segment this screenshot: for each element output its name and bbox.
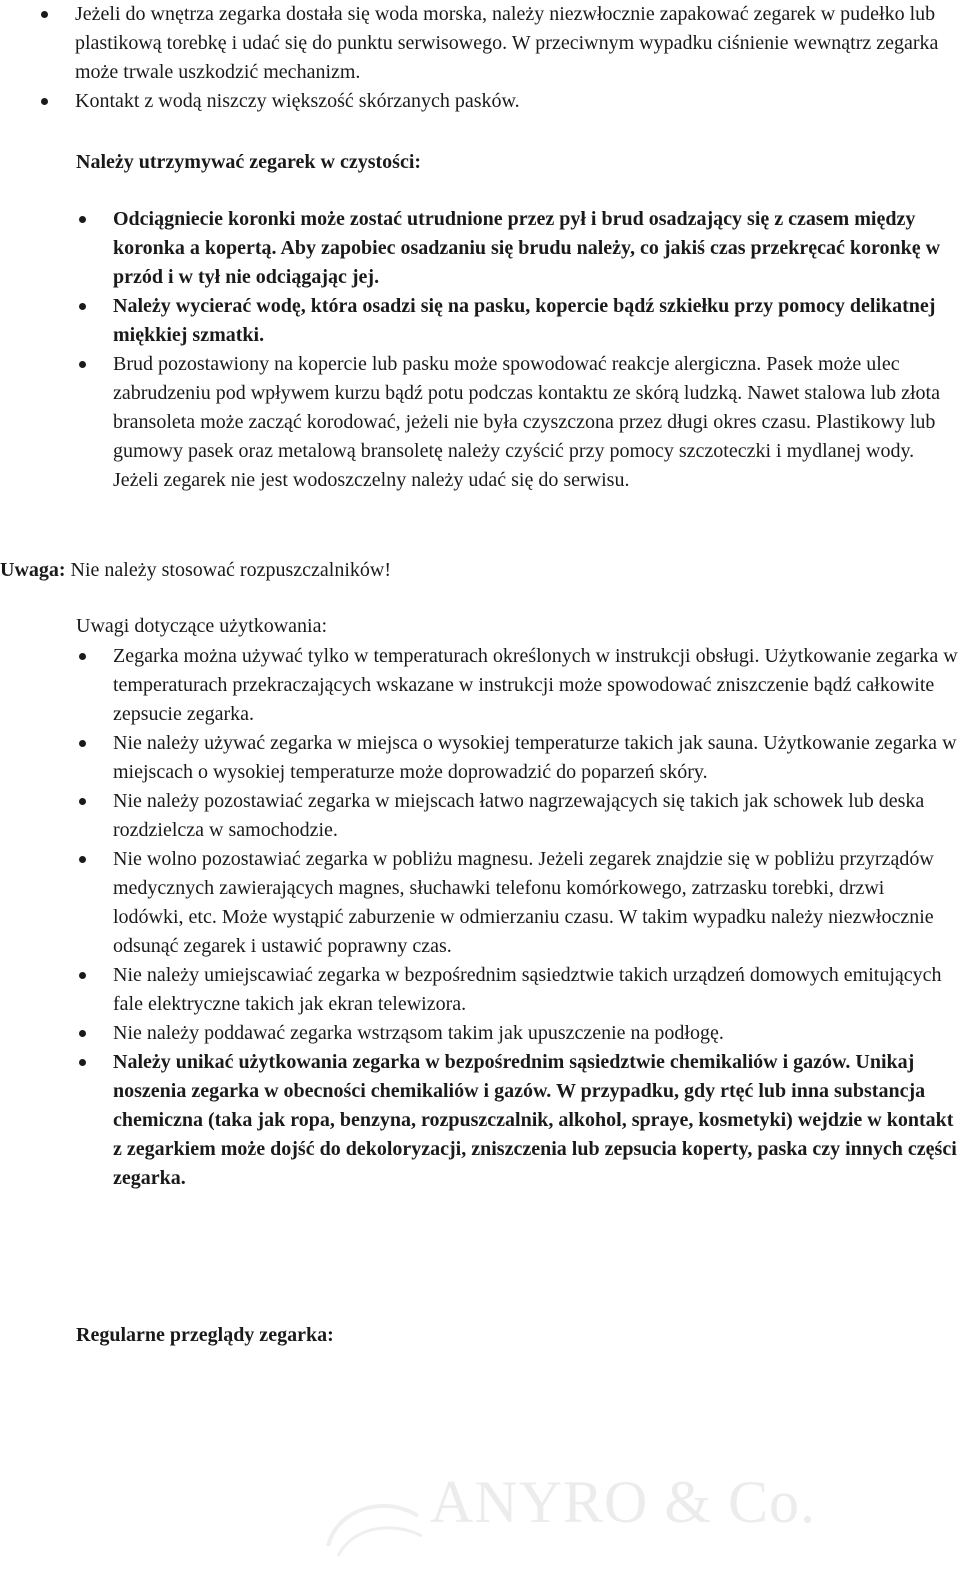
cleanliness-list [76, 205, 958, 495]
usage-list [76, 642, 958, 1193]
review-heading: Regularne przeglądy zegarka: [76, 1324, 334, 1346]
warning-line [0, 556, 391, 585]
list-item: Nie należy poddawać zegarka wstrząsom takim jak upuszczenie na podłogę. [76, 1019, 958, 1048]
cleanliness-heading: Należy utrzymywać zegarek w czystości: [76, 151, 422, 173]
list-item: Brud pozostawiony na kopercie lub pasku może spowodować reakcje alergiczna. Pasek może ulec zabrudzeniu pod wpływem kurzu bądź potu podczas kontaktu ze skórą ludzką. Nawet stalowa lub złota bransoleta może zacząć korodować, jeżeli nie była czyszczona przez długi okres czasu. Plastikowy lub gumowy pasek oraz metalową bransoletę należy czyścić przy pomocy szczoteczki i mydlanej wody. Jeżeli zegarek nie jest wodoszczelny należy udać się do serwisu. [76, 350, 958, 495]
usage-heading: Uwagi dotyczące użytkowania: [76, 615, 328, 637]
list-item: Jeżeli do wnętrza zegarka dostała się woda morska, należy niezwłocznie zapakować zegarek w pudełko lub plastikową torebkę i udać się do punktu serwisowego. W przeciwnym wypadku ciśnienie wewnątrz zegarka może trwale uszkodzić mechanizm. [38, 0, 960, 87]
list-item: Kontakt z wodą niszczy większość skórzanych pasków. [38, 87, 960, 116]
list-item: Nie należy umiejscawiać zegarka w bezpośrednim sąsiedztwie takich urządzeń domowych emitujących fale elektryczne takich jak ekran telewizora. [76, 961, 958, 1019]
watermark-logo-icon [318, 1486, 428, 1566]
list-item: Nie wolno pozostawiać zegarka w pobliżu magnesu. Jeżeli zegarek znajdzie się w pobliżu przyrządów medycznych zawierających magnes, słuchawki telefonu komórkowego, zatrzasku torebki, drzwi lodówki, etc. Może wystąpić zaburzenie w odmierzaniu czasu. W takim wypadku należy niezwłocznie odsunąć zegarek i ustawić poprawny czas. [76, 845, 958, 961]
list-item: Należy unikać użytkowania zegarka w bezpośrednim sąsiedztwie chemikaliów i gazów. Unikaj noszenia zegarka w obecności chemikaliów i gazów. W przypadku, gdy rtęć lub inna substancja chemiczna (taka jak ropa, benzyna, rozpuszczalnik, alkohol, spraye, kosmetyki) wejdzie w kontakt z zegarkiem może dojść do dekoloryzacji, zniszczenia lub zepsucia koperty, paska czy innych części zegarka. [76, 1048, 958, 1193]
list-item: Odciągniecie koronki może zostać utrudnione przez pył i brud osadzający się z czasem między koronka a kopertą. Aby zapobiec osadzaniu się brudu należy, co jakiś czas przekręcać koronkę w przód i w tył nie odciągając jej. [76, 205, 958, 292]
list-item: Zegarka można używać tylko w temperaturach określonych w instrukcji obsługi. Użytkowanie zegarka w temperaturach przekraczających wskazane w instrukcji może spowodować zniszczenie bądź całkowite zepsucie zegarka. [76, 642, 958, 729]
water-damage-list [38, 0, 960, 116]
list-item: Nie należy pozostawiać zegarka w miejscach łatwo nagrzewających się takich jak schowek lub deska rozdzielcza w samochodzie. [76, 787, 958, 845]
list-item: Nie należy używać zegarka w miejsca o wysokiej temperaturze takich jak sauna. Użytkowanie zegarka w miejscach o wysokiej temperaturze może doprowadzić do poparzeń skóry. [76, 729, 958, 787]
warning-text: Nie należy stosować rozpuszczalników! [65, 559, 391, 581]
warning-label: Uwaga: [0, 559, 66, 581]
list-item: Należy wycierać wodę, która osadzi się na pasku, kopercie bądź szkiełku przy pomocy delikatnej miękkiej szmatki. [76, 292, 958, 350]
watermark: ANYRO & Co. [430, 1469, 817, 1535]
